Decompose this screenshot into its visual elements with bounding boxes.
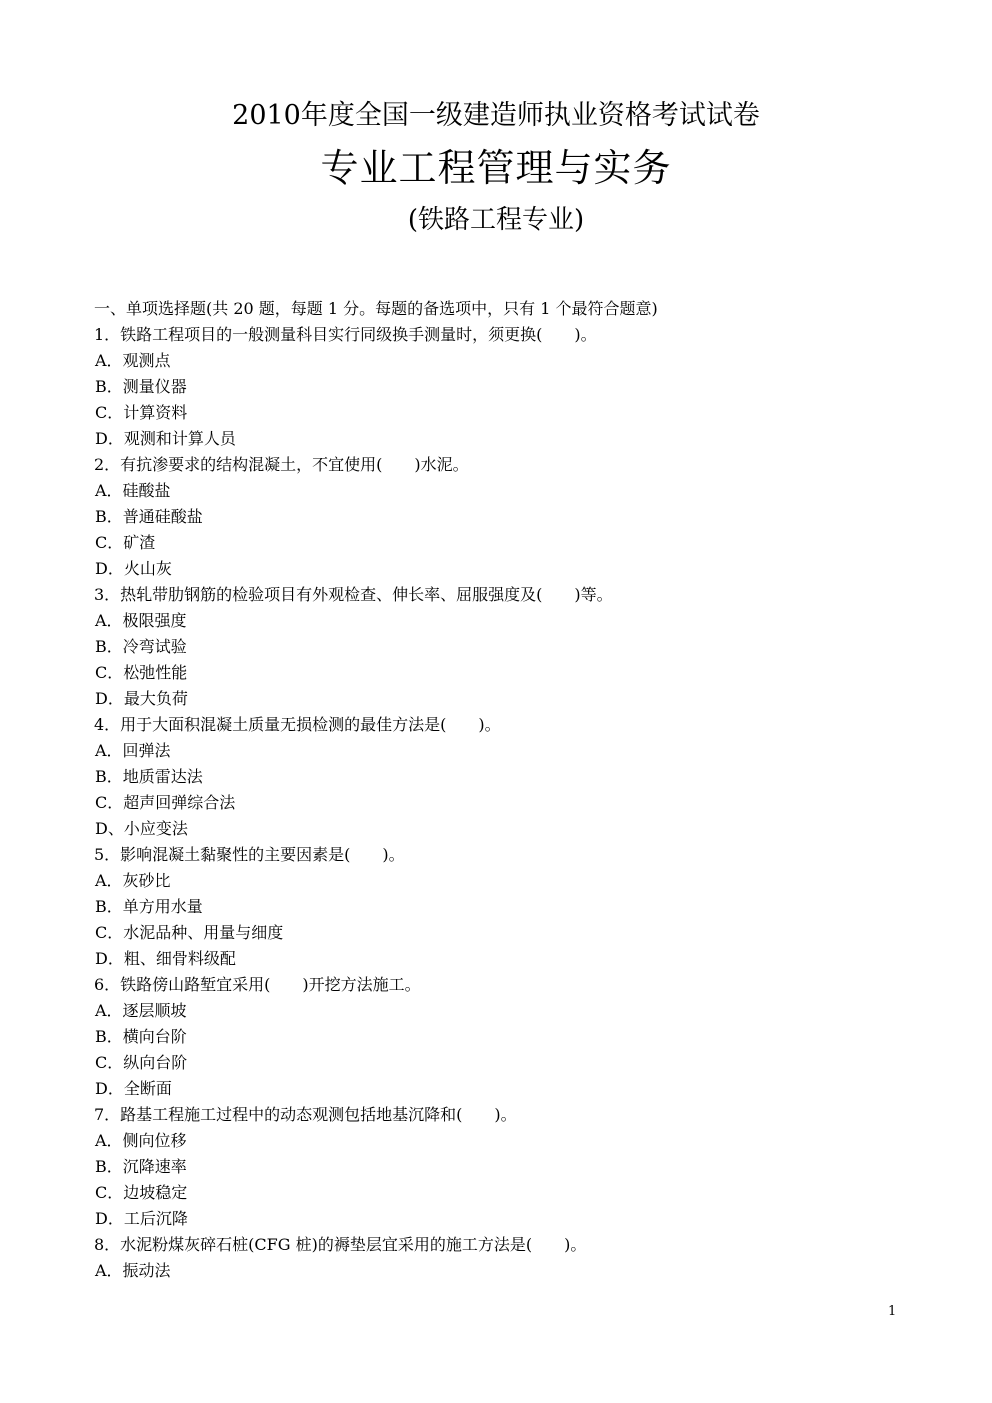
- question-stem: 5．影响混凝土黏聚性的主要因素是( )。: [94, 845, 405, 864]
- question-stem: 4．用于大面积混凝土质量无损检测的最佳方法是( )。: [94, 715, 501, 734]
- question-block: [94, 1102, 914, 1232]
- answer-option: C．矿渣: [95, 533, 156, 552]
- answer-option: C．纵向台阶: [95, 1053, 188, 1072]
- answer-option: B．冷弯试验: [95, 637, 187, 656]
- answer-option: C．边坡稳定: [95, 1183, 188, 1202]
- answer-option: D．最大负荷: [95, 689, 188, 708]
- question-stem: 3．热轧带肋钢筋的检验项目有外观检查、伸长率、屈服强度及( )等。: [94, 585, 613, 604]
- question-block: [94, 1232, 914, 1284]
- answer-option: B．单方用水量: [95, 897, 203, 916]
- question-block: [94, 452, 914, 582]
- answer-option: A．极限强度: [95, 611, 187, 630]
- answer-option: C．水泥品种、用量与细度: [95, 923, 284, 942]
- question-block: [94, 582, 914, 712]
- section-heading: 一、单项选择题(共 20 题，每题 1 分。每题的备选项中，只有 1 个最符合题意): [94, 299, 658, 318]
- question-stem: 2．有抗渗要求的结构混凝土，不宜使用( )水泥。: [94, 455, 469, 474]
- answer-option: B．横向台阶: [95, 1027, 187, 1046]
- exam-title: 2010年度全国一级建造师执业资格考试试卷: [232, 100, 760, 131]
- answer-option: A．硅酸盐: [95, 481, 171, 500]
- answer-option: A．侧向位移: [95, 1131, 187, 1150]
- answer-option: D．全断面: [95, 1079, 172, 1098]
- question-block: [94, 712, 914, 842]
- question-stem: 6．铁路傍山路堑宜采用( )开挖方法施工。: [94, 975, 421, 994]
- question-stem: 8．水泥粉煤灰碎石桩(CFG 桩)的褥垫层宜采用的施工方法是( )。: [94, 1235, 587, 1254]
- question-block: [94, 842, 914, 972]
- answer-option: A．观测点: [95, 351, 171, 370]
- question-block: [94, 972, 914, 1102]
- question-list: [94, 296, 914, 1284]
- answer-option: B．测量仪器: [95, 377, 187, 396]
- answer-option: B．沉降速率: [95, 1157, 187, 1176]
- subject-title: 专业工程管理与实务: [320, 146, 672, 190]
- answer-option: C．松弛性能: [95, 663, 188, 682]
- answer-option: B．地质雷达法: [95, 767, 203, 786]
- answer-option: D．工后沉降: [95, 1209, 188, 1228]
- answer-option: A．逐层顺坡: [95, 1001, 187, 1020]
- answer-option: D．火山灰: [95, 559, 172, 578]
- question-stem: 7．路基工程施工过程中的动态观测包括地基沉降和( )。: [94, 1105, 517, 1124]
- answer-option: A．灰砂比: [95, 871, 171, 890]
- answer-option: A．回弹法: [95, 741, 171, 760]
- specialty-title: (铁路工程专业): [407, 205, 585, 235]
- answer-option: B．普通硅酸盐: [95, 507, 203, 526]
- questions-container: [94, 322, 914, 1284]
- question-block: [94, 322, 914, 452]
- answer-option: C．超声回弹综合法: [95, 793, 236, 812]
- answer-option: D、小应变法: [95, 819, 188, 838]
- answer-option: A．振动法: [95, 1261, 171, 1280]
- question-stem: 1．铁路工程项目的一般测量科目实行同级换手测量时，须更换( )。: [94, 325, 597, 344]
- answer-option: D．观测和计算人员: [95, 429, 236, 448]
- answer-option: C．计算资料: [95, 403, 188, 422]
- answer-option: D．粗、细骨料级配: [95, 949, 236, 968]
- page-number: 1: [888, 1304, 897, 1319]
